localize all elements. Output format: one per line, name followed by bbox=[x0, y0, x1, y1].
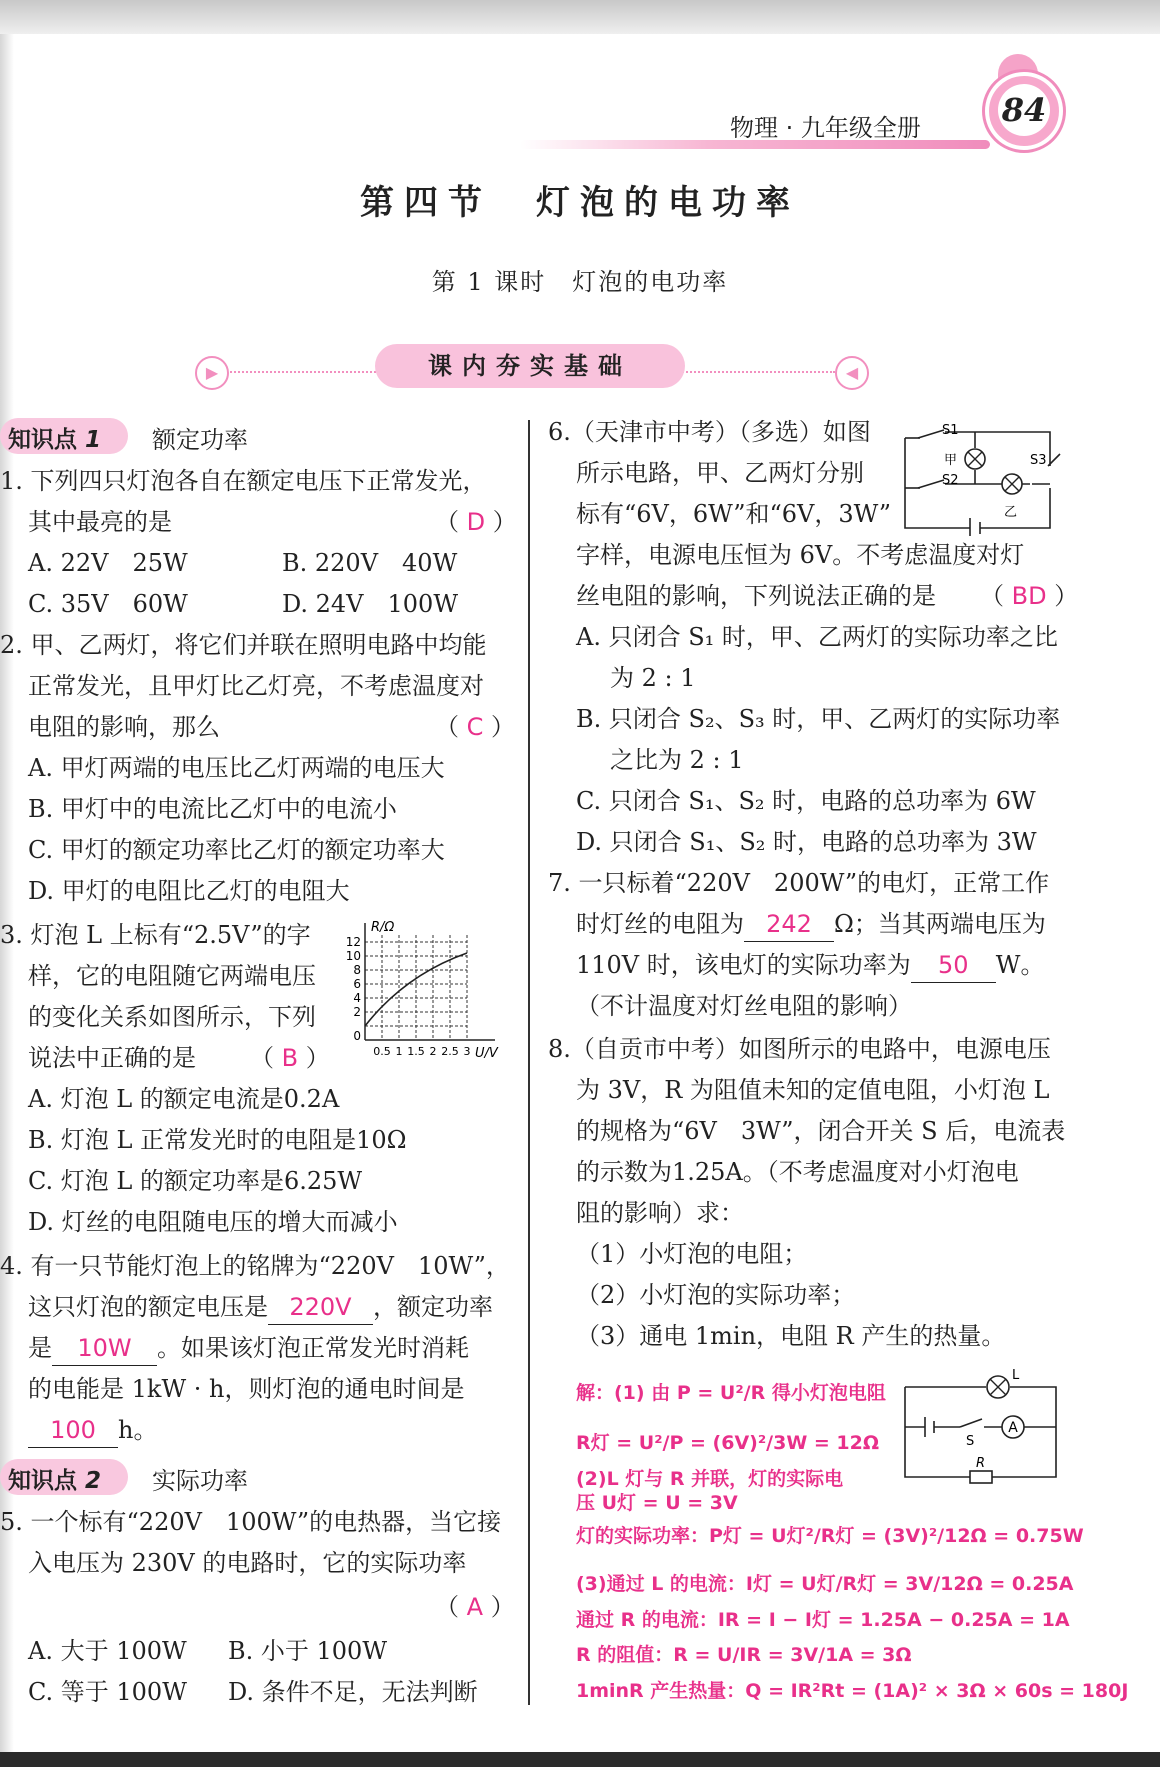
lamp-jia-label: 甲 bbox=[944, 453, 958, 468]
lamp-l-icon bbox=[987, 1376, 1009, 1398]
q3-graph-ylabel: R/Ω bbox=[371, 920, 395, 935]
q8-solution-line: R灯 = U²/P = (6V)²/3W = 12Ω bbox=[576, 1432, 880, 1454]
ammeter-label: A bbox=[1008, 1420, 1018, 1436]
q3-graph-xtick: 0.5 bbox=[373, 1045, 391, 1058]
q7-stem-line: 7. 一只标着“220V 200W”的电灯，正常工作 bbox=[548, 869, 1050, 897]
q3-stem-line: 的变化关系如图所示，下列 bbox=[28, 1003, 316, 1031]
switch-s3-label: S3 bbox=[1030, 453, 1047, 468]
q3-graph-grid bbox=[365, 935, 467, 1040]
resistor-icon bbox=[970, 1471, 992, 1483]
q2-stem-line: 电阻的影响，那么 bbox=[28, 713, 220, 741]
q8-stem-line: （1）小灯泡的电阻； bbox=[576, 1240, 808, 1268]
q8-solution-line: 解：(1) 由 P = U²/R 得小灯泡电阻 bbox=[576, 1382, 886, 1404]
q1-option: B. 220V 40W bbox=[282, 549, 458, 577]
q3-stem-line: 3. 灯泡 L 上标有“2.5V”的字 bbox=[0, 921, 311, 949]
q3-graph-ytick: 6 bbox=[353, 977, 361, 991]
q3-graph-ytick: 8 bbox=[353, 963, 361, 977]
q3-graph-xtick: 2 bbox=[429, 1045, 437, 1058]
q3-graph-xtick: 1 bbox=[395, 1045, 403, 1058]
q1-stem-line: 其中最亮的是 bbox=[28, 508, 172, 536]
switch-s-label: S bbox=[966, 1434, 975, 1449]
lamp-l-label: L bbox=[1012, 1368, 1020, 1383]
ammeter-icon bbox=[1002, 1416, 1024, 1438]
header-subject: 物理 · 九年级全册 bbox=[730, 114, 921, 142]
q8-solution-line: 压 U灯 = U = 3V bbox=[576, 1492, 738, 1514]
q6-circuit-diagram bbox=[900, 418, 1062, 536]
q8-stem-line: 为 3V，R 为阻值未知的定值电阻，小灯泡 L bbox=[576, 1076, 1050, 1104]
banner-title: 课内夯实基础 bbox=[428, 352, 632, 380]
q8-stem-line: 的示数为1.25A。（不考虑温度对小灯泡电 bbox=[576, 1158, 1019, 1186]
q1-option: A. 22V 25W bbox=[28, 549, 188, 577]
q4-stem-line: 是 10W 。如果该灯泡正常发光时消耗 bbox=[28, 1331, 469, 1366]
q8-stem-line: 阻的影响）求： bbox=[576, 1199, 744, 1227]
lesson-title: 第 1 课时 灯泡的电功率 bbox=[431, 268, 729, 296]
q8-solution-line: R 的阻值：R = U/IR = 3V/1A = 3Ω bbox=[576, 1644, 912, 1666]
q4-blank-3: 100 bbox=[28, 1413, 118, 1448]
q3-graph-xtick: 2.5 bbox=[441, 1045, 459, 1058]
q3-stem-line: 说法中正确的是 bbox=[28, 1044, 196, 1072]
q3-option: A. 灯泡 L 的额定电流是0.2A bbox=[28, 1085, 340, 1113]
q3-graph-ytick: 0 bbox=[353, 1029, 361, 1043]
q4-blank-2: 10W bbox=[52, 1331, 157, 1366]
q6-stem-line: 所示电路，甲、乙两灯分别 bbox=[576, 459, 864, 487]
q3-answer: （ B ） bbox=[250, 1044, 330, 1072]
section-title: 第四节 灯泡的电功率 bbox=[360, 183, 800, 223]
q2-option: C. 甲灯的额定功率比乙灯的额定功率大 bbox=[28, 836, 445, 864]
q3-stem-line: 样，它的电阻随它两端电压 bbox=[28, 962, 316, 990]
q3-graph-ytick: 2 bbox=[353, 1005, 361, 1019]
q8-stem-line: 的规格为“6V 3W”，闭合开关 S 后，电流表 bbox=[576, 1117, 1066, 1145]
q8-stem-line: 8.（自贡市中考）如图所示的电路中，电源电压 bbox=[548, 1035, 1051, 1063]
knowledge-point-2-name: 实际功率 bbox=[152, 1467, 248, 1495]
lamp-yi-icon bbox=[1002, 474, 1022, 494]
q2-answer: （ C ） bbox=[435, 713, 516, 741]
page-top-shadow bbox=[0, 0, 1160, 34]
q5-stem-line: 5. 一个标有“220V 100W”的电热器，当它接 bbox=[0, 1508, 502, 1536]
q2-stem-line: 正常发光，且甲灯比乙灯亮，不考虑温度对 bbox=[28, 672, 484, 700]
q6-stem-line: 丝电阻的影响，下列说法正确的是 bbox=[576, 582, 936, 610]
q3-graph-ytick: 12 bbox=[345, 935, 361, 949]
knowledge-point-2-label: 知识点 2 bbox=[8, 1468, 102, 1494]
q4-blank-1: 220V bbox=[268, 1290, 373, 1325]
q6-option: D. 只闭合 S₁、S₂ 时，电路的总功率为 3W bbox=[576, 828, 1037, 856]
q5-option: A. 大于 100W bbox=[28, 1637, 187, 1665]
q5-option: C. 等于 100W bbox=[28, 1678, 187, 1706]
q2-option: A. 甲灯两端的电压比乙灯两端的电压大 bbox=[28, 754, 445, 782]
q2-stem-line: 2. 甲、乙两灯，将它们并联在照明电路中均能 bbox=[0, 631, 487, 659]
q6-stem-line: 6.（天津市中考）（多选）如图 bbox=[548, 418, 871, 446]
q8-solution-line: (2)L 灯与 R 并联，灯的实际电 bbox=[576, 1468, 844, 1490]
switch-s2-label: S2 bbox=[942, 473, 959, 488]
q7-blank-1: 242 bbox=[744, 907, 834, 942]
q2-option: D. 甲灯的电阻比乙灯的电阻大 bbox=[28, 877, 350, 905]
q1-stem-line: 1. 下列四只灯泡各自在额定电压下正常发光， bbox=[0, 467, 487, 495]
q5-option: B. 小于 100W bbox=[228, 1637, 387, 1665]
q8-solution-line: 灯的实际功率：P灯 = U灯²/R灯 = (3V)²/12Ω = 0.75W bbox=[576, 1525, 1084, 1547]
q1-option: C. 35V 60W bbox=[28, 590, 188, 618]
q8-solution-line: 1minR 产生热量：Q = IR²Rt = (1A)² × 3Ω × 60s = 180J bbox=[576, 1680, 1129, 1702]
q3-option: D. 灯丝的电阻随电压的增大而减小 bbox=[28, 1208, 398, 1236]
q6-option: A. 只闭合 S₁ 时，甲、乙两灯的实际功率之比 bbox=[576, 623, 1058, 651]
q3-option: C. 灯泡 L 的额定功率是6.25W bbox=[28, 1167, 363, 1195]
q4-stem-line: 的电能是 1kW · h，则灯泡的通电时间是 bbox=[28, 1375, 465, 1403]
switch-s1-label: S1 bbox=[942, 423, 959, 438]
q6-stem-line: 标有“6V，6W”和“6V，3W” bbox=[576, 500, 892, 528]
q5-option: D. 条件不足，无法判断 bbox=[228, 1678, 478, 1706]
banner-arrow-right-icon: ▶ bbox=[195, 356, 229, 390]
q3-graph-ytick: 4 bbox=[353, 991, 361, 1005]
q3-graph-xtick: 3 bbox=[463, 1045, 471, 1058]
q3-graph-xtick: 1.5 bbox=[407, 1045, 425, 1058]
lamp-yi-label: 乙 bbox=[1004, 505, 1018, 520]
column-divider bbox=[528, 420, 530, 1705]
q5-stem-line: 入电压为 230V 的电路时，它的实际功率 bbox=[28, 1549, 467, 1577]
q6-option: B. 只闭合 S₂、S₃ 时，甲、乙两灯的实际功率 bbox=[576, 705, 1061, 733]
lamp-jia-icon bbox=[965, 449, 985, 469]
q1-option: D. 24V 100W bbox=[282, 590, 458, 618]
q6-answer: （ BD ） bbox=[980, 582, 1079, 610]
banner-arrow-left-icon: ◀ bbox=[835, 356, 869, 390]
q3-graph-xlabel: U/V bbox=[475, 1046, 498, 1060]
q1-answer: （ D ） bbox=[435, 508, 517, 536]
q4-stem-line: 这只灯泡的额定电压是 220V ，额定功率 bbox=[28, 1290, 493, 1325]
q6-option: 之比为 2 : 1 bbox=[610, 746, 744, 774]
knowledge-point-1-label: 知识点 1 bbox=[8, 427, 102, 453]
q2-option: B. 甲灯中的电流比乙灯中的电流小 bbox=[28, 795, 397, 823]
page-bottom-bar bbox=[0, 1752, 1160, 1767]
q8-stem-line: （2）小灯泡的实际功率； bbox=[576, 1281, 856, 1309]
q3-graph bbox=[335, 915, 515, 1060]
q7-stem-line: 时灯丝的电阻为 242 Ω；当其两端电压为 bbox=[576, 907, 1046, 942]
q8-stem-line: （3）通电 1min，电阻 R 产生的热量。 bbox=[576, 1322, 1006, 1350]
q4-stem-line: 100 h。 bbox=[28, 1413, 157, 1448]
q5-answer: （ A ） bbox=[435, 1593, 515, 1621]
q6-option: 为 2 : 1 bbox=[610, 664, 696, 692]
q3-option: B. 灯泡 L 正常发光时的电阻是10Ω bbox=[28, 1126, 407, 1154]
q6-stem-line: 字样，电源电压恒为 6V。不考虑温度对灯 bbox=[576, 541, 1025, 569]
q6-option: C. 只闭合 S₁、S₂ 时，电路的总功率为 6W bbox=[576, 787, 1036, 815]
q7-stem-line: （不计温度对灯丝电阻的影响） bbox=[576, 992, 912, 1020]
q4-stem-line: 4. 有一只节能灯泡上的铭牌为“220V 10W”， bbox=[0, 1252, 510, 1280]
q8-circuit-diagram bbox=[900, 1365, 1060, 1485]
q7-stem-line: 110V 时，该电灯的实际功率为 50 W。 bbox=[576, 948, 1044, 983]
resistor-label: R bbox=[976, 1456, 986, 1471]
knowledge-point-1-name: 额定功率 bbox=[152, 426, 248, 454]
q3-graph-ytick: 10 bbox=[345, 949, 361, 963]
q8-solution-line: (3)通过 L 的电流：I灯 = U灯/R灯 = 3V/12Ω = 0.25A bbox=[576, 1573, 1074, 1595]
q7-blank-2: 50 bbox=[911, 948, 996, 983]
page-number: 84 bbox=[998, 84, 1050, 136]
q8-solution-line: 通过 R 的电流：IR = I − I灯 = 1.25A − 0.25A = 1A bbox=[576, 1609, 1070, 1631]
